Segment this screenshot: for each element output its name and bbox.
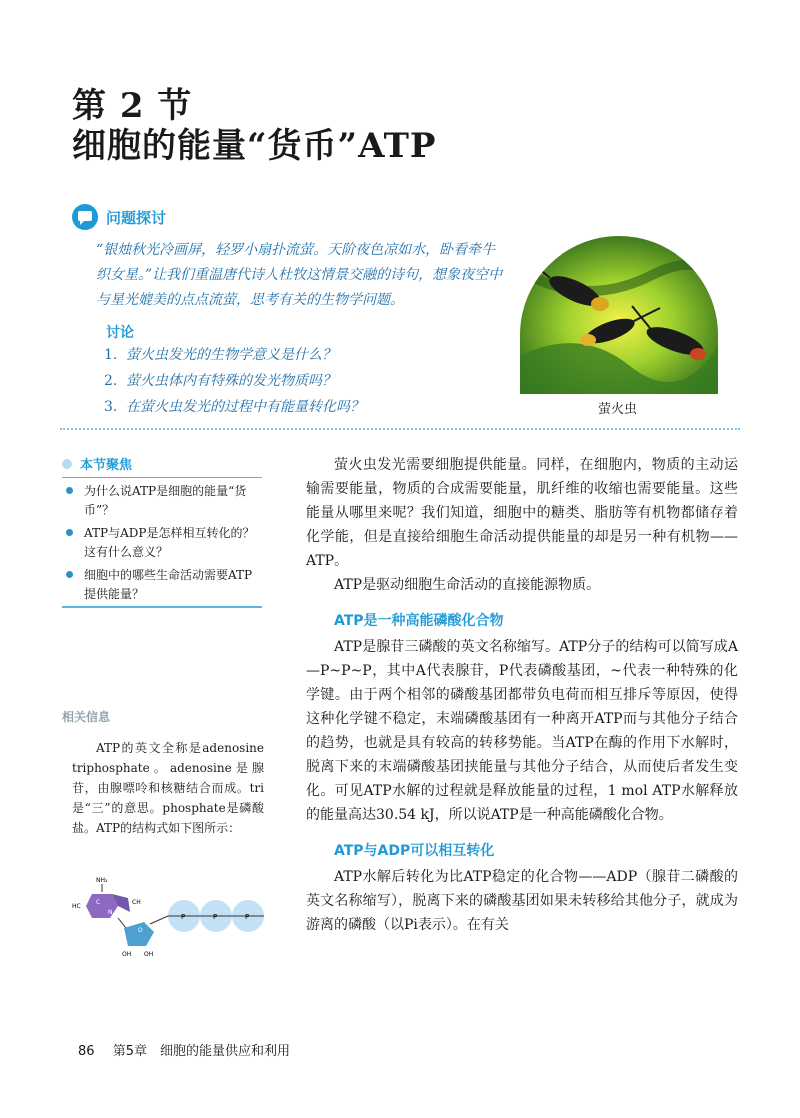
question-item: 2. 萤火虫体内有特殊的发光物质吗？ [104,373,336,389]
bullet-icon [66,487,73,494]
adenine-ring [86,894,118,918]
discussion-topic-header [72,204,166,230]
poem-intro [96,238,506,313]
focus-title: 本节聚焦 [80,458,133,473]
subsection-heading-2: ATP与ADP可以相互转化 [334,843,495,859]
poem-intro-text: “银烛秋光冷画屏，轻罗小扇扑流萤。天阶夜色凉如水，卧看牵牛织女星。”让我们重温唐代诗人杜牧这情景交融的诗句，想象夜空中与星光媲美的点点流萤，思考有关的生物学问题。 [96,242,503,308]
section-label: 第 2 节 [72,86,193,126]
focus-rule [62,477,262,478]
c-label: C [96,899,101,906]
question-item: 1. 萤火虫发光的生物学意义是什么？ [104,347,336,363]
n-label: N [108,909,113,916]
atp-structure-diagram [64,870,274,960]
subsection-heading-1: ATP是一种高能磷酸化合物 [334,613,504,629]
speech-bubble-icon [72,204,98,230]
body-paragraph-1: 萤火虫发光需要细胞提供能量。同样，在细胞内，物质的主动运输需要能量，物质的合成需要能量，肌纤维的收缩也需要能量。这些能量从哪里来呢？我们知道，细胞中的糖类、脂肪等有机物都储存着化学能，但是直接给细胞生命活动提供能量的却是另一种有机物——ATP。 [306,457,738,569]
focus-item: 细胞中的哪些生命活动需要ATP提供能量？ [62,566,262,604]
nh2-label: NH₂ [96,877,108,884]
question-list [104,342,364,420]
focus-dot-icon [62,459,72,469]
body-paragraph-2: ATP是驱动细胞生命活动的直接能源物质。 [334,577,601,593]
chapter-title: 第5章 细胞的能量供应和利用 [112,1044,290,1059]
ribose-ring [124,922,154,946]
section-divider [60,428,740,430]
body-paragraph-3: ATP是腺苷三磷酸的英文名称缩写。ATP分子的结构可以简写成A—P~P~P，其中A代表腺苷，P代表磷酸基团，~代表一种特殊的化学键。由于两个相邻的磷酸基团都带负电荷而相互排斥等原因，使得这种化学键不稳定，末端磷酸基团有一种离开ATP而与其他分子结合的趋势，也就是具有较高的转移势能。当ATP在酶的作用下水解时，脱离下来的末端磷酸基团挟能量与其他分子结合，从而使后者发生变化。可见ATP水解的过程就是释放能量的过程，1 mol ATP水解释放的能量高达30.54 kJ，所以说ATP是一种高能磷酸化合物。 [306,639,738,823]
discussion-topic-title: 问题探讨 [106,208,167,227]
oh-label-2: OH [144,951,154,958]
phosphorus-label-2: P [213,913,218,921]
page-footer [78,1040,290,1059]
ribose-o-label: O [138,927,143,934]
page-number: 86 [78,1044,95,1059]
section-focus-box [62,454,262,604]
ch-label: CH [132,899,141,906]
body-paragraph-4: ATP水解后转化为比ATP稳定的化合物——ADP（腺苷二磷酸的英文名称缩写），脱离下来的磷酸基团如果未转移给其他分子，就成为游离的磷酸（以Pi表示）。在有关 [306,869,738,933]
oh-label-1: OH [122,951,132,958]
main-body-text [306,453,738,937]
focus-bottom-rule [62,606,262,608]
bullet-icon [66,571,73,578]
focus-title-row [62,454,262,477]
phosphorus-label-3: P [245,913,250,921]
related-info-paragraph: ATP的英文全称是adenosine triphosphate。adenosine是腺苷，由腺嘌呤和核糖结合而成。tri是“三”的意思。phosphate是磷酸盐。ATP的结构式如下图所示： [72,741,264,835]
related-info-text [72,738,264,838]
page-title: 细胞的能量“货币”ATP [72,126,437,166]
discussion-label: 讨论 [106,325,134,341]
hc-label: HC [72,903,81,910]
firefly-photo [520,236,718,394]
photo-caption: 萤火虫 [598,402,638,417]
focus-item: 为什么说ATP是细胞的能量“货币”？ [62,482,262,520]
bullet-icon [66,529,73,536]
focus-item: ATP与ADP是怎样相互转化的？这有什么意义？ [62,524,262,562]
phosphorus-label-1: P [181,913,186,921]
question-item: 3. 在萤火虫发光的过程中有能量转化吗？ [104,399,364,415]
related-info-title: 相关信息 [62,710,111,724]
